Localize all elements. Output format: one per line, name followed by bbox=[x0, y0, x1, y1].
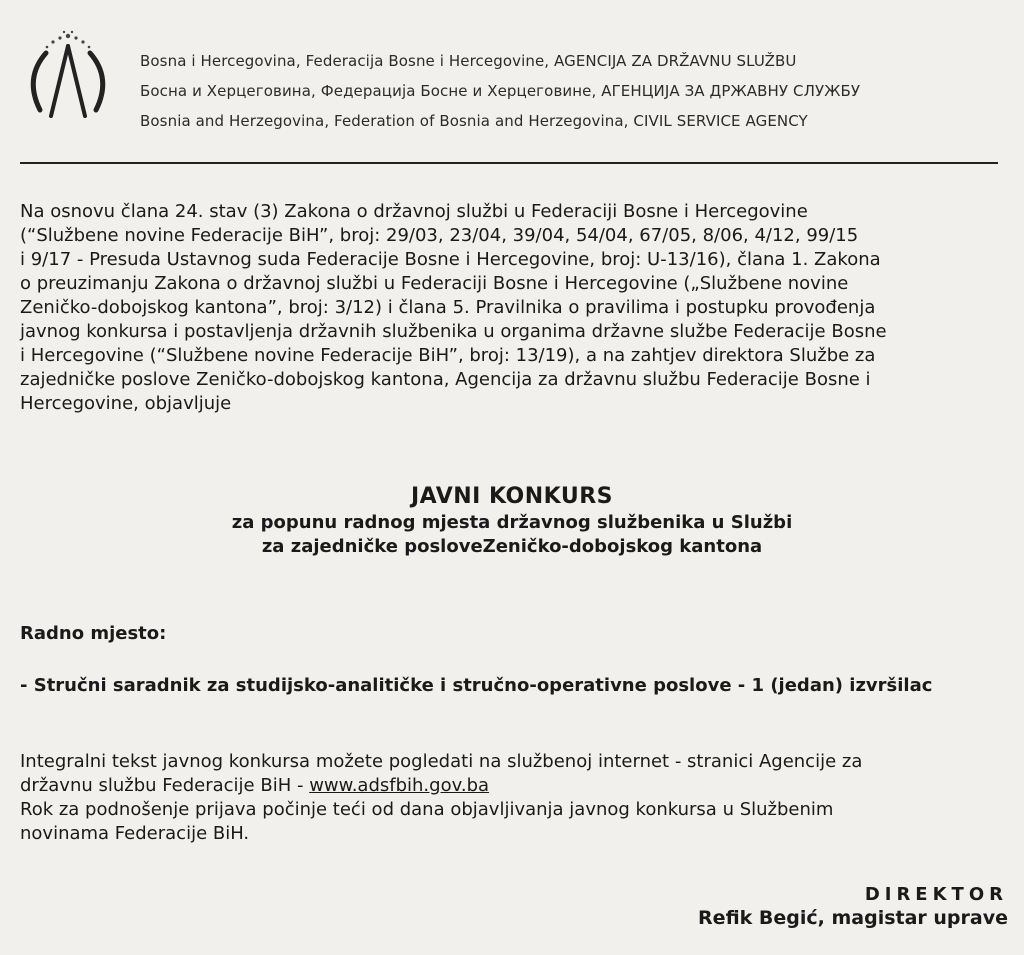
info-line-with-url bbox=[20, 774, 1000, 798]
agency-website-link[interactable]: www.adsfbih.gov.ba bbox=[309, 775, 490, 796]
position-item: - Stručni saradnik za studijsko-analitičke i stručno-operativne poslove - 1 (jedan) izvršilac bbox=[20, 675, 933, 696]
intro-line: o preuzimanju Zakona o državnoj službi u Federaciji Bosne i Hercegovine („Službene novine bbox=[20, 273, 849, 294]
agency-name-cyrillic: Босна и Херцеговина, Федерација Босне и Херцеговине, АГЕНЦИЈА ЗА ДРЖАВНУ СЛУЖБУ bbox=[140, 82, 861, 100]
header-divider bbox=[20, 162, 998, 164]
intro-line: Zeničko-dobojskog kantona”, broj: 3/12) i člana 5. Pravilnika o pravilima i postupku provođenja bbox=[20, 297, 876, 318]
intro-line: i 9/17 - Presuda Ustavnog suda Federacije Bosne i Hercegovine, broj: U-13/16), člana 1. Zakona bbox=[20, 249, 881, 270]
announcement-subtitle-line1: za popunu radnog mjesta državnog službenika u Službi bbox=[231, 512, 793, 533]
signature-block bbox=[698, 884, 1008, 929]
info-line: Rok za podnošenje prijava počinje teći od dana objavljivanja javnog konkursa u Službenim bbox=[20, 799, 834, 820]
info-line: novinama Federacije BiH. bbox=[20, 823, 250, 844]
intro-line: javnog konkursa i postavljenja državnih službenika u organima državne službe Federacije Bosne bbox=[20, 321, 887, 342]
signatory-role: DIREKTOR bbox=[864, 884, 1008, 905]
agency-name-lines bbox=[140, 46, 860, 136]
agency-logo-icon bbox=[18, 28, 118, 128]
intro-line: i Hercegovine (“Službene novine Federacije BiH”, broj: 13/19), a na zahtjev direktora Službe za bbox=[20, 345, 876, 366]
intro-line: Hercegovine, objavljuje bbox=[20, 393, 232, 414]
info-line: Integralni tekst javnog konkursa možete pogledati na službenoj internet - stranici Agencije za bbox=[20, 751, 863, 772]
document-header bbox=[0, 0, 1024, 165]
info-paragraph bbox=[20, 750, 1000, 846]
position-label: Radno mjesto: bbox=[20, 623, 167, 644]
agency-name-english: Bosnia and Herzegovina, Federation of Bosnia and Herzegovina, CIVIL SERVICE AGENCY bbox=[140, 112, 808, 130]
intro-paragraph bbox=[20, 200, 1000, 416]
signatory-name: Refik Begić, magistar uprave bbox=[698, 907, 1008, 929]
intro-line: Na osnovu člana 24. stav (3) Zakona o državnoj službi u Federaciji Bosne i Hercegovine bbox=[20, 201, 808, 222]
announcement-title: JAVNI KONKURS bbox=[411, 484, 613, 509]
intro-line: zajedničke poslove Zeničko-dobojskog kantona, Agencija za državnu službu Federacije Bosne i bbox=[20, 369, 871, 390]
announcement-subtitle-line2: za zajedničke posloveZeničko-dobojskog kantona bbox=[261, 536, 763, 557]
announcement-title-block bbox=[0, 483, 1024, 559]
agency-name-latin: Bosna i Hercegovina, Federacija Bosne i Hercegovine, AGENCIJA ZA DRŽAVNU SLUŽBU bbox=[140, 52, 797, 70]
intro-line: (“Službene novine Federacije BiH”, broj: 29/03, 23/04, 39/04, 54/04, 67/05, 8/06, 4/12, 99/15 bbox=[20, 225, 859, 246]
info-line-prefix: državnu službu Federacije BiH - bbox=[20, 775, 310, 796]
